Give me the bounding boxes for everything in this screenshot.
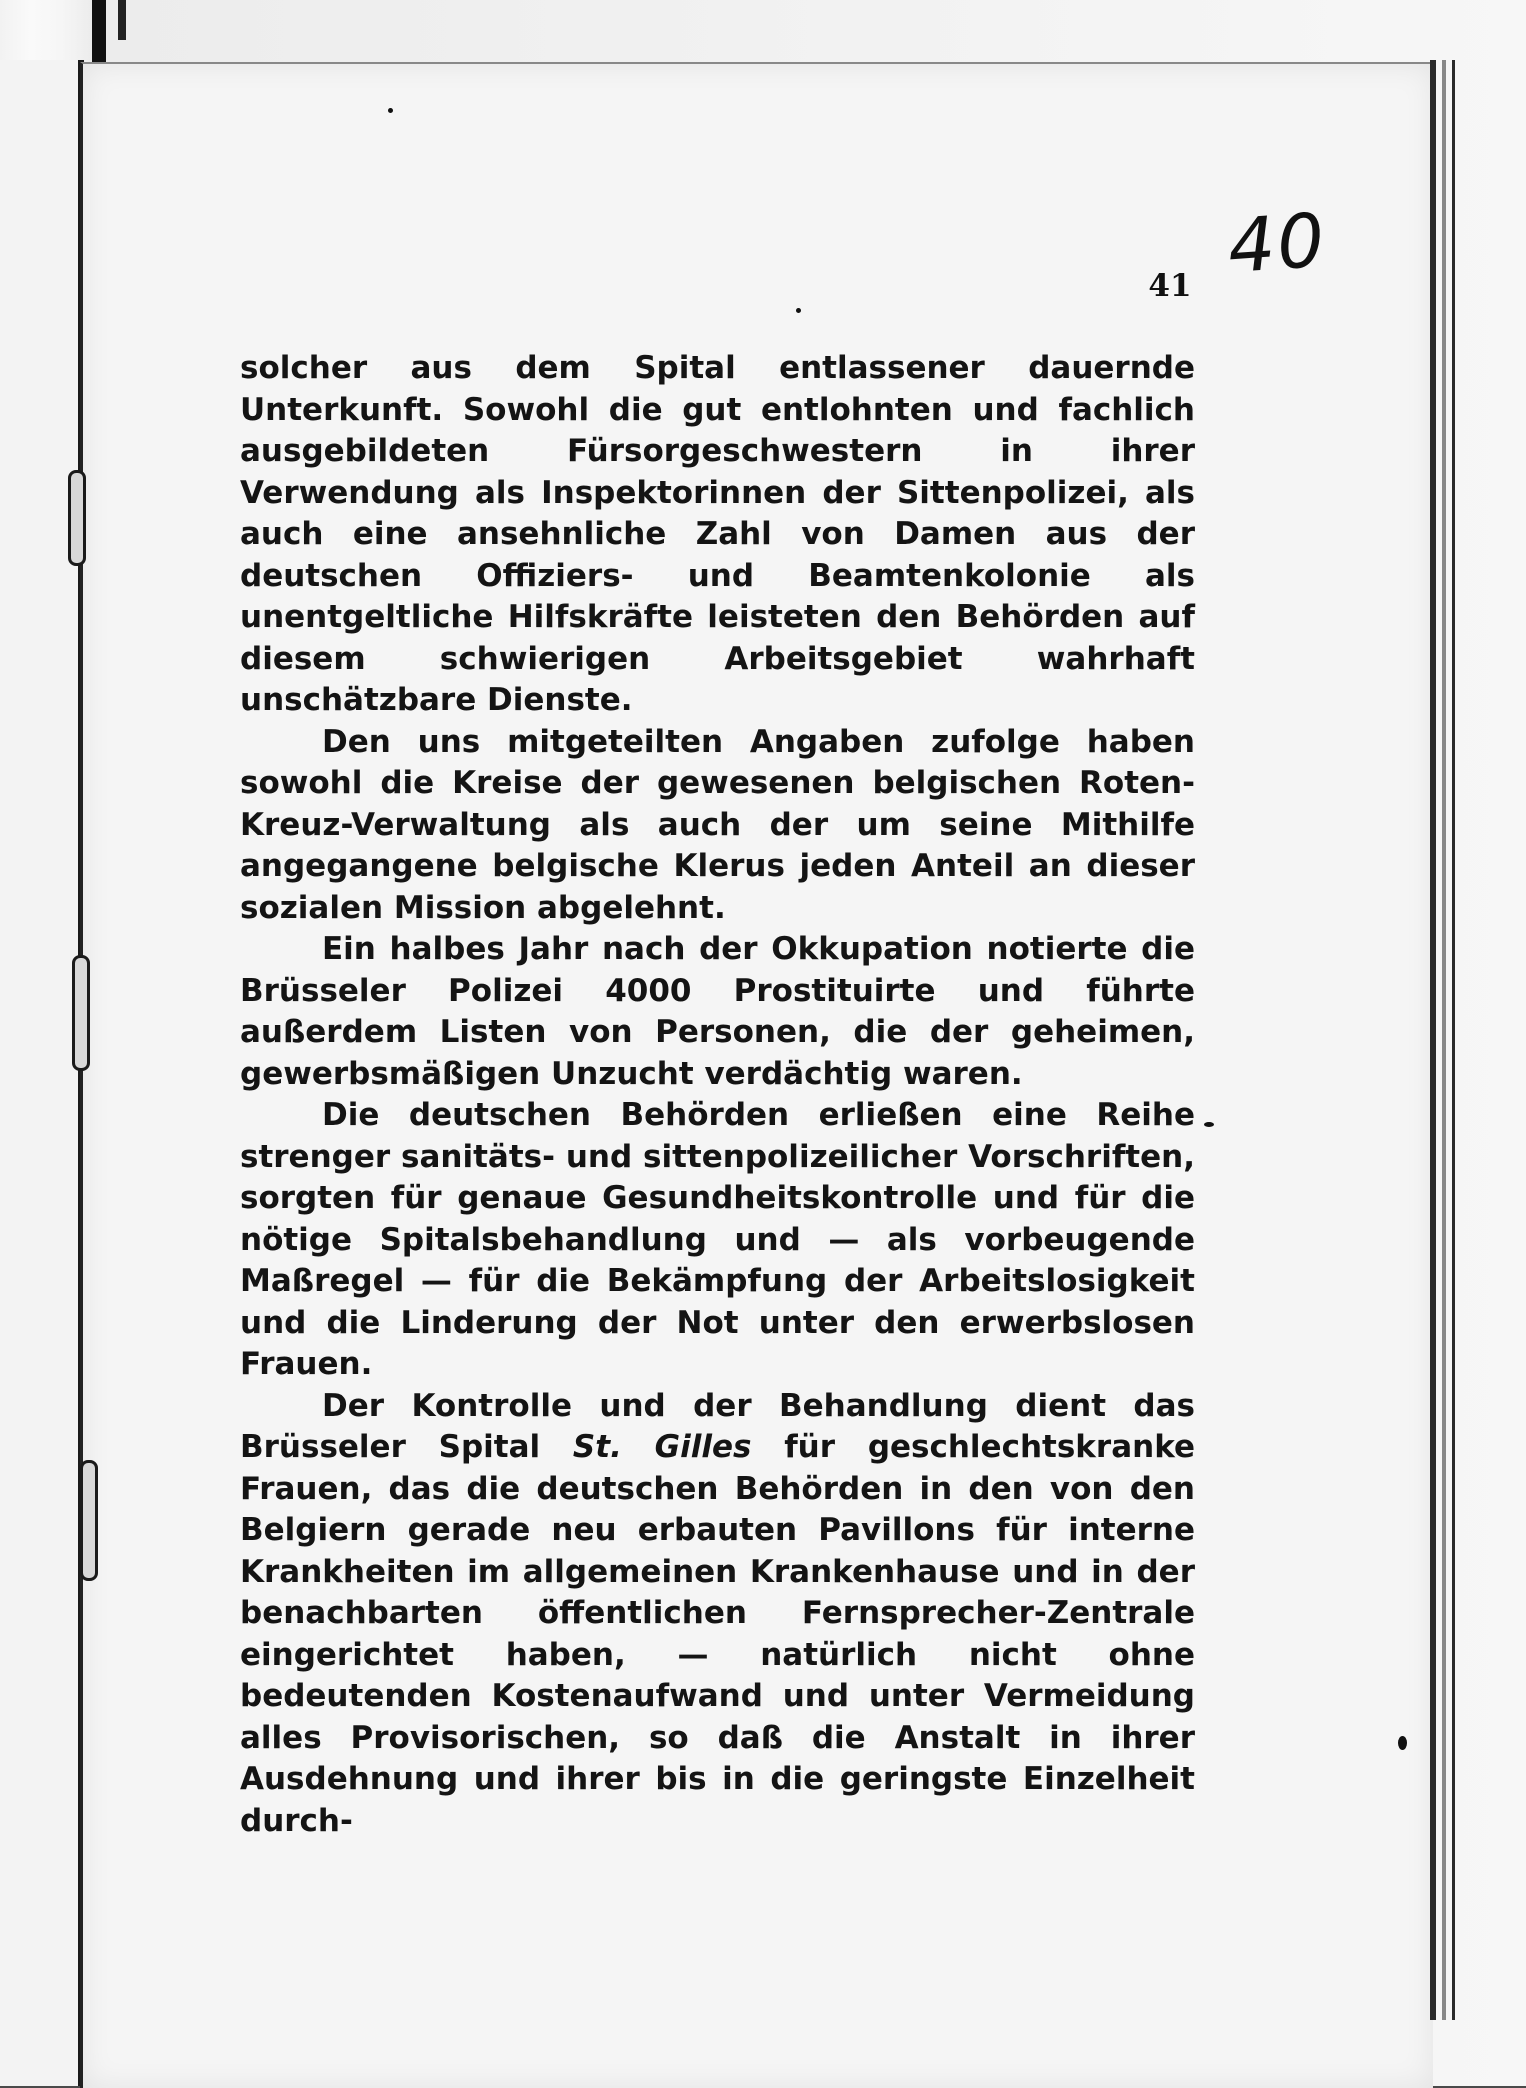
page-stack-edge xyxy=(1442,60,1446,2020)
scan-speck xyxy=(1204,1122,1214,1127)
scan-speck xyxy=(1398,1736,1407,1750)
page-number: 41 xyxy=(1148,268,1192,304)
binding-staple xyxy=(72,955,90,1071)
binding-mark xyxy=(118,0,126,40)
paragraph xyxy=(240,1386,1195,1843)
body-text xyxy=(240,348,1195,1839)
binding-staple xyxy=(68,470,86,566)
paragraph-text: Der Kontrolle und der Behandlung dient das Brüsseler Spital xyxy=(240,1387,1195,1465)
scan-speck xyxy=(388,108,393,113)
page-stack-edge xyxy=(1430,60,1436,2020)
binding-mark xyxy=(92,0,106,62)
handwritten-archive-number: 40 xyxy=(1225,197,1330,291)
page-stack-edge xyxy=(1452,60,1455,2020)
scan-speck xyxy=(796,308,801,313)
paragraph: Den uns mitgeteilten Angaben zufolge haben sowohl die Kreise der gewesenen belgischen Roten-Kreuz-Verwaltung als auch der um seine Mithilfe angegangene belgische Klerus jeden Anteil an dieser sozialen Mission abgelehnt. xyxy=(240,723,1195,926)
previous-page-edge xyxy=(0,60,84,2086)
hospital-name: St. Gilles xyxy=(572,1429,752,1465)
paragraph: Die deutschen Behörden erließen eine Reihe strenger sanitäts- und sittenpolizeilicher Vorschriften, sorgten für genaue Gesundheitskontrolle und für die nötige Spitalsbehandlung und — als vorbeugende Maßregel — für die Bekämpfung der Arbeitslosigkeit und die Linderung der Not unter den erwerbslosen Frauen. xyxy=(240,1097,1195,1382)
paragraph-text: für geschlechtskranke Frauen, das die deutschen Behörden in den von den Belgiern gerade neu erbauten Pavillons für interne Krankheiten im allgemeinen Krankenhause und in der benachbarten öffentlichen Fernsprecher-Zentrale eingerichtet haben, — natürlich nicht ohne bedeutenden Kostenaufwand und unter Vermeidung alles Provisorischen, so daß die Anstalt in ihrer Ausdehnung und ihrer bis in die geringste Einzelheit durch- xyxy=(240,1429,1195,1839)
binding-staple xyxy=(80,1460,98,1581)
paragraph: Ein halbes Jahr nach der Okkupation notierte die Brüsseler Polizei 4000 Prostituirte und führte außerdem Listen von Personen, die der geheimen, gewerbsmäßigen Unzucht verdächtig waren. xyxy=(240,931,1195,1092)
paragraph: solcher aus dem Spital entlassener dauernde Unterkunft. Sowohl die gut entlohnten und fachlich ausgebildeten Fürsorgeschwestern in ihrer Verwendung als Inspektorinnen der Sittenpolizei, als auch eine ansehnliche Zahl von Damen aus der deutschen Offiziers- und Beamtenkolonie als unentgeltliche Hilfskräfte leisteten den Behörden auf diesem schwierigen Arbeitsgebiet wahrhaft unschätzbare Dienste. xyxy=(240,350,1195,718)
